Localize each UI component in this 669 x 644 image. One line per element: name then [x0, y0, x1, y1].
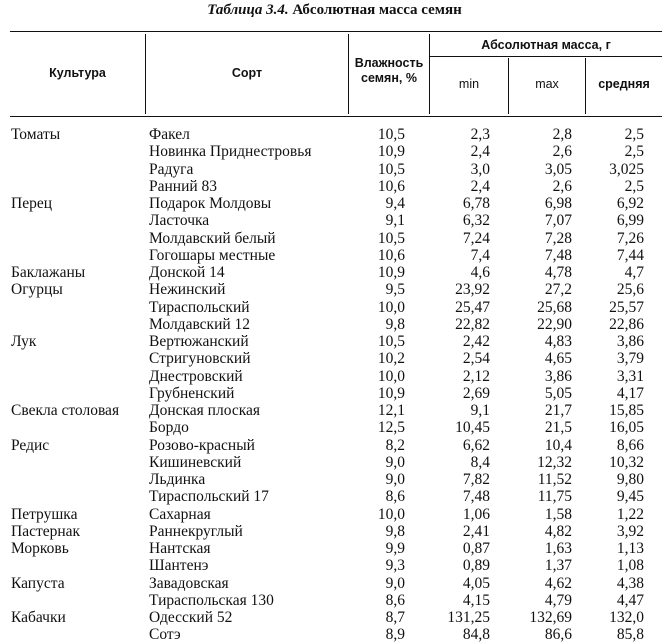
min-mass-cell: 2,12 [462, 367, 490, 385]
header-humidity-line2: семян, % [361, 71, 417, 85]
avg-mass-cell: 9,80 [616, 471, 644, 488]
max-mass-cell: 132,69 [529, 609, 572, 626]
humidity-cell: 10,5 [377, 229, 405, 247]
variety-cell: Радуга [149, 160, 194, 178]
humidity-cell: 9,9 [385, 540, 405, 557]
variety-cell: Розово-красный [149, 436, 255, 454]
variety-cell: Вертюжанский [149, 333, 249, 350]
table-row [0, 523, 669, 540]
min-mass-cell: 7,24 [462, 229, 490, 247]
humidity-cell: 10,9 [377, 143, 405, 161]
variety-cell: Подарок Молдовы [149, 195, 272, 212]
crop-cell: Огурцы [11, 281, 63, 299]
avg-mass-cell: 15,85 [609, 402, 644, 419]
max-mass-cell: 10,4 [544, 436, 572, 454]
max-mass-cell: 3,05 [544, 160, 572, 178]
table-row [0, 299, 669, 316]
max-mass-cell: 4,83 [544, 333, 572, 350]
header-avg: средняя [598, 77, 650, 91]
table-row [0, 557, 669, 574]
variety-cell: Новинка Приднестровья [149, 143, 312, 161]
table-row [0, 385, 669, 402]
humidity-cell: 8,6 [385, 591, 405, 609]
table-row [0, 575, 669, 592]
min-mass-cell: 2,3 [470, 126, 490, 143]
table-row [0, 402, 669, 419]
humidity-cell: 9,8 [385, 522, 405, 540]
humidity-cell: 9,0 [385, 574, 405, 592]
table-row [0, 143, 669, 160]
avg-mass-cell: 8,66 [616, 436, 644, 454]
min-mass-cell: 7,82 [462, 471, 490, 488]
variety-cell: Грубненский [149, 384, 235, 402]
table-row [0, 350, 669, 367]
avg-mass-cell: 1,08 [616, 557, 644, 575]
header-mass-group: Абсолютная масса, г [481, 38, 611, 52]
top-rule [10, 31, 662, 32]
max-mass-cell: 4,65 [544, 350, 572, 368]
crop-cell: Баклажаны [11, 264, 86, 281]
humidity-cell: 9,0 [385, 471, 405, 488]
min-mass-cell: 7,48 [462, 488, 490, 506]
max-mass-cell: 7,28 [544, 229, 572, 247]
variety-cell: Раннекруглый [149, 522, 243, 540]
avg-mass-cell: 132,0 [609, 609, 644, 626]
max-mass-cell: 6,98 [544, 195, 572, 212]
variety-cell: Кишиневский [149, 453, 242, 471]
table-row [0, 195, 669, 212]
max-mass-cell: 4,79 [544, 591, 572, 609]
min-mass-cell: 4,05 [462, 574, 490, 592]
min-mass-cell: 2,4 [470, 177, 490, 195]
crop-cell: Редис [11, 436, 50, 454]
variety-cell: Ласточка [149, 212, 210, 230]
table-row [0, 333, 669, 350]
humidity-cell: 9,5 [385, 281, 405, 299]
crop-cell: Кабачки [11, 609, 66, 626]
humidity-cell: 10,0 [377, 367, 405, 385]
min-mass-cell: 4,15 [462, 591, 490, 609]
crop-cell: Капуста [11, 574, 65, 592]
min-mass-cell: 0,87 [462, 540, 490, 557]
max-mass-cell: 4,82 [544, 522, 572, 540]
avg-mass-cell: 9,45 [616, 488, 644, 506]
humidity-cell: 9,8 [385, 315, 405, 333]
humidity-cell: 10,0 [377, 505, 405, 523]
min-mass-cell: 8,4 [470, 453, 490, 471]
max-mass-cell: 86,6 [544, 626, 572, 644]
min-mass-cell: 131,25 [447, 609, 490, 626]
crop-cell: Перец [11, 195, 52, 212]
avg-mass-cell: 1,22 [616, 505, 644, 523]
max-mass-cell: 2,6 [552, 177, 572, 195]
humidity-cell: 8,2 [385, 436, 405, 454]
min-mass-cell: 2,4 [470, 143, 490, 161]
avg-mass-cell: 4,7 [624, 264, 644, 281]
humidity-cell: 9,0 [385, 453, 405, 471]
table-number: Таблица 3.4. [207, 2, 289, 18]
table-row [0, 471, 669, 488]
humidity-cell: 12,5 [377, 419, 405, 437]
avg-mass-cell: 16,05 [609, 419, 644, 437]
min-mass-cell: 23,92 [455, 281, 490, 299]
crop-cell: Морковь [11, 540, 69, 557]
variety-cell: Льдинка [149, 471, 206, 488]
variety-cell: Днестровский [149, 367, 243, 385]
table-row [0, 419, 669, 436]
avg-mass-cell: 4,38 [616, 574, 644, 592]
min-mass-cell: 6,32 [462, 212, 490, 230]
min-mass-cell: 3,0 [470, 160, 490, 178]
max-mass-cell: 11,52 [537, 471, 572, 488]
avg-mass-cell: 2,5 [624, 143, 644, 161]
table-row [0, 488, 669, 505]
table-caption [0, 2, 669, 19]
max-mass-cell: 7,07 [544, 212, 572, 230]
avg-mass-cell: 7,44 [616, 246, 644, 264]
table-row [0, 178, 669, 195]
table-row [0, 592, 669, 609]
humidity-cell: 8,7 [385, 609, 405, 626]
avg-mass-cell: 1,13 [616, 540, 644, 557]
table-row [0, 540, 669, 557]
min-mass-cell: 2,69 [462, 384, 490, 402]
humidity-cell: 10,9 [377, 384, 405, 402]
min-mass-cell: 84,8 [462, 626, 490, 644]
avg-mass-cell: 4,47 [616, 591, 644, 609]
max-mass-cell: 27,2 [544, 281, 572, 299]
max-mass-cell: 3,86 [544, 367, 572, 385]
table-row [0, 609, 669, 626]
humidity-cell: 9,3 [385, 557, 405, 575]
header-max: max [535, 77, 559, 91]
min-mass-cell: 1,06 [462, 505, 490, 523]
variety-cell: Завадовская [149, 574, 229, 592]
max-mass-cell: 25,68 [537, 298, 572, 316]
humidity-cell: 9,4 [385, 195, 405, 212]
mass-group-rule [430, 56, 662, 57]
crop-cell: Пастернак [11, 522, 81, 540]
avg-mass-cell: 3,025 [609, 160, 644, 178]
header-humidity [349, 56, 429, 86]
max-mass-cell: 1,58 [544, 505, 572, 523]
variety-cell: Шантенэ [149, 557, 209, 575]
max-mass-cell: 12,32 [537, 453, 572, 471]
humidity-cell: 9,1 [385, 212, 405, 230]
variety-cell: Сотэ [149, 626, 181, 644]
min-mass-cell: 7,4 [470, 246, 490, 264]
humidity-cell: 10,0 [377, 298, 405, 316]
min-mass-cell: 2,54 [462, 350, 490, 368]
avg-mass-cell: 7,26 [616, 229, 644, 247]
table-row [0, 161, 669, 178]
max-mass-cell: 4,62 [544, 574, 572, 592]
table-row [0, 368, 669, 385]
humidity-cell: 10,5 [377, 160, 405, 178]
avg-mass-cell: 2,5 [624, 177, 644, 195]
variety-cell: Одесский 52 [149, 609, 233, 626]
humidity-cell: 10,2 [377, 350, 405, 368]
min-mass-cell: 2,42 [462, 333, 490, 350]
avg-mass-cell: 25,57 [609, 298, 644, 316]
min-mass-cell: 25,47 [455, 298, 490, 316]
max-mass-cell: 21,7 [544, 402, 572, 419]
variety-cell: Ранний 83 [149, 177, 218, 195]
variety-cell: Гогошары местные [149, 246, 276, 264]
table-row [0, 281, 669, 298]
max-mass-cell: 7,48 [544, 246, 572, 264]
header-humidity-line1: Влажность [354, 56, 424, 70]
table-row [0, 437, 669, 454]
header-variety: Сорт [231, 66, 263, 80]
variety-cell: Стригуновский [149, 350, 251, 368]
avg-mass-cell: 3,92 [616, 522, 644, 540]
min-mass-cell: 6,78 [462, 195, 490, 212]
humidity-cell: 8,6 [385, 488, 405, 506]
table-row [0, 126, 669, 143]
max-mass-cell: 2,6 [552, 143, 572, 161]
humidity-cell: 10,6 [377, 177, 405, 195]
avg-mass-cell: 2,5 [624, 126, 644, 143]
table-row [0, 316, 669, 333]
variety-cell: Молдавский белый [149, 229, 276, 247]
header-crop: Культура [49, 66, 106, 80]
avg-mass-cell: 85,8 [616, 626, 644, 644]
max-mass-cell: 5,05 [544, 384, 572, 402]
max-mass-cell: 11,75 [537, 488, 572, 506]
variety-cell: Донской 14 [149, 264, 225, 281]
variety-cell: Донская плоская [149, 402, 261, 419]
avg-mass-cell: 6,99 [616, 212, 644, 230]
variety-cell: Нантская [149, 540, 211, 557]
table-row [0, 247, 669, 264]
min-mass-cell: 9,1 [470, 402, 490, 419]
max-mass-cell: 1,63 [544, 540, 572, 557]
max-mass-cell: 21,5 [544, 419, 572, 437]
humidity-cell: 10,5 [377, 333, 405, 350]
min-mass-cell: 6,62 [462, 436, 490, 454]
variety-cell: Бордо [149, 419, 189, 437]
variety-cell: Тираспольский 17 [149, 488, 269, 506]
table-row [0, 626, 669, 643]
variety-cell: Тираспольский [149, 298, 250, 316]
variety-cell: Факел [149, 126, 190, 143]
header-bottom-rule [10, 116, 662, 117]
avg-mass-cell: 3,31 [616, 367, 644, 385]
min-mass-cell: 0,89 [462, 557, 490, 575]
max-mass-cell: 22,90 [537, 315, 572, 333]
max-mass-cell: 2,8 [552, 126, 572, 143]
variety-cell: Молдавский 12 [149, 315, 251, 333]
table-body [0, 126, 669, 644]
avg-mass-cell: 25,6 [616, 281, 644, 299]
variety-cell: Нежинский [149, 281, 226, 299]
crop-cell: Томаты [11, 126, 61, 143]
crop-cell: Лук [11, 333, 37, 350]
humidity-cell: 10,6 [377, 246, 405, 264]
max-mass-cell: 1,37 [544, 557, 572, 575]
min-mass-cell: 10,45 [455, 419, 490, 437]
max-mass-cell: 4,78 [544, 264, 572, 281]
table-row [0, 454, 669, 471]
table-row [0, 506, 669, 523]
min-mass-cell: 22,82 [455, 315, 490, 333]
avg-mass-cell: 10,32 [609, 453, 644, 471]
humidity-cell: 12,1 [377, 402, 405, 419]
avg-mass-cell: 3,79 [616, 350, 644, 368]
humidity-cell: 8,9 [385, 626, 405, 644]
table-row [0, 212, 669, 229]
avg-mass-cell: 4,17 [616, 384, 644, 402]
min-mass-cell: 4,6 [470, 264, 490, 281]
variety-cell: Сахарная [149, 505, 211, 523]
crop-cell: Петрушка [11, 505, 78, 523]
avg-mass-cell: 3,86 [616, 333, 644, 350]
crop-cell: Свекла столовая [11, 402, 120, 419]
table-title: Абсолютная масса семян [292, 2, 462, 18]
variety-cell: Тираспольская 130 [149, 591, 274, 609]
table-row [0, 230, 669, 247]
avg-mass-cell: 6,92 [616, 195, 644, 212]
table-row [0, 264, 669, 281]
avg-mass-cell: 22,86 [609, 315, 644, 333]
header-min: min [458, 77, 480, 91]
humidity-cell: 10,9 [377, 264, 405, 281]
min-mass-cell: 2,41 [462, 522, 490, 540]
humidity-cell: 10,5 [377, 126, 405, 143]
